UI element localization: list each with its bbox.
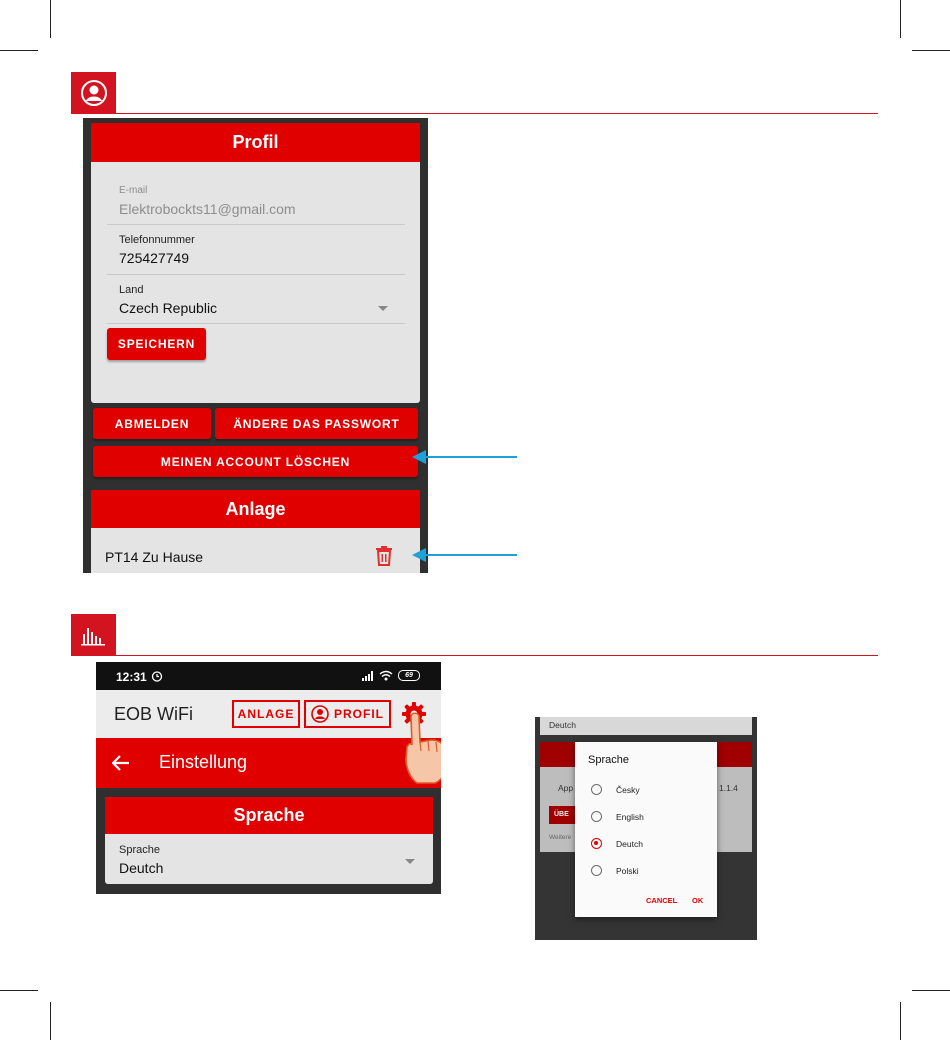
language-card	[105, 797, 433, 884]
option-deutch[interactable]: Deutch	[616, 839, 643, 849]
callout-arrow-delete-account	[424, 456, 517, 458]
language-dialog	[575, 742, 717, 917]
logout-button[interactable]: ABMELDEN	[93, 408, 211, 439]
callout-arrow-delete-device	[424, 554, 517, 556]
language-label: Sprache	[119, 844, 160, 856]
status-bar	[96, 662, 441, 690]
dialog-title: Sprache	[588, 754, 629, 766]
profil-button[interactable]	[304, 700, 391, 728]
toolbar-title: Einstellung	[159, 752, 248, 772]
save-button[interactable]: SPEICHERN	[107, 328, 206, 360]
callout-arrow-head	[412, 548, 426, 562]
statistics-section-icon	[71, 614, 116, 656]
profil-button-label: PROFIL	[334, 707, 384, 721]
device-card	[91, 490, 420, 573]
phone-field[interactable]: 725427749	[119, 250, 190, 266]
app-bar	[96, 690, 441, 738]
crop-mark	[900, 1002, 901, 1040]
field-underline	[107, 274, 405, 275]
callout-arrow-head	[412, 450, 426, 464]
section-divider	[116, 113, 878, 114]
change-password-button[interactable]: ÄNDERE DAS PASSWORT	[215, 408, 418, 439]
option-cesky[interactable]: Česky	[616, 785, 640, 795]
crop-mark	[912, 990, 950, 991]
option-polski[interactable]: Polski	[616, 866, 639, 876]
signal-icon	[362, 671, 374, 681]
background-version: 1.1.4	[719, 783, 738, 793]
device-section-title: Anlage	[91, 490, 420, 528]
user-icon	[311, 705, 329, 723]
anlage-button[interactable]: ANLAGE	[232, 700, 300, 728]
background-language-value: Deutch	[549, 720, 576, 730]
settings-screenshot	[96, 662, 441, 894]
back-arrow-icon[interactable]	[112, 755, 130, 771]
radio-deutch[interactable]	[591, 838, 602, 849]
cancel-button[interactable]: CANCEL	[646, 896, 678, 905]
radio-polski[interactable]	[591, 865, 602, 876]
battery-level: 69	[405, 672, 413, 679]
language-card-title: Sprache	[105, 797, 433, 834]
country-select[interactable]: Czech Republic	[119, 300, 218, 316]
language-select[interactable]: Deutch	[119, 860, 164, 876]
radio-cesky[interactable]	[591, 784, 602, 795]
phone-label: Telefonnummer	[119, 234, 195, 246]
status-time: 12:31	[116, 670, 147, 684]
alarm-icon	[151, 670, 163, 682]
trash-icon[interactable]	[375, 546, 393, 566]
profile-screenshot	[83, 118, 428, 573]
background-field	[540, 717, 752, 735]
field-underline	[107, 323, 405, 324]
profile-title: Profil	[91, 123, 420, 162]
wifi-icon	[379, 670, 393, 681]
profile-card	[91, 123, 420, 403]
profile-section-icon	[71, 72, 116, 114]
delete-account-button[interactable]: MEINEN ACCOUNT LÖSCHEN	[93, 446, 418, 477]
language-dialog-screenshot	[535, 717, 757, 940]
crop-mark	[50, 0, 51, 38]
section-divider	[116, 655, 878, 656]
background-more: Weitere	[549, 834, 572, 841]
user-icon	[80, 79, 108, 107]
bar-chart-icon	[81, 624, 107, 646]
settings-toolbar	[96, 738, 441, 788]
chevron-down-icon[interactable]	[405, 859, 415, 864]
option-english[interactable]: English	[616, 812, 644, 822]
crop-mark	[50, 1002, 51, 1040]
email-field[interactable]: Elektrobockts11@gmail.com	[119, 201, 296, 217]
radio-english[interactable]	[591, 811, 602, 822]
background-button-label: ÜBE	[554, 811, 569, 818]
device-name[interactable]: PT14 Zu Hause	[105, 549, 204, 565]
background-app-label: App	[558, 783, 574, 793]
crop-mark	[912, 50, 950, 51]
chevron-down-icon[interactable]	[378, 306, 388, 311]
app-title: EOB WiFi	[114, 704, 193, 724]
ok-button[interactable]: OK	[692, 896, 704, 905]
crop-mark	[0, 990, 38, 991]
crop-mark	[900, 0, 901, 38]
battery-icon	[398, 670, 420, 681]
crop-mark	[0, 50, 38, 51]
tap-hand-icon	[401, 707, 441, 787]
field-underline	[107, 224, 405, 225]
email-label: E-mail	[119, 185, 148, 196]
country-label: Land	[119, 284, 144, 296]
